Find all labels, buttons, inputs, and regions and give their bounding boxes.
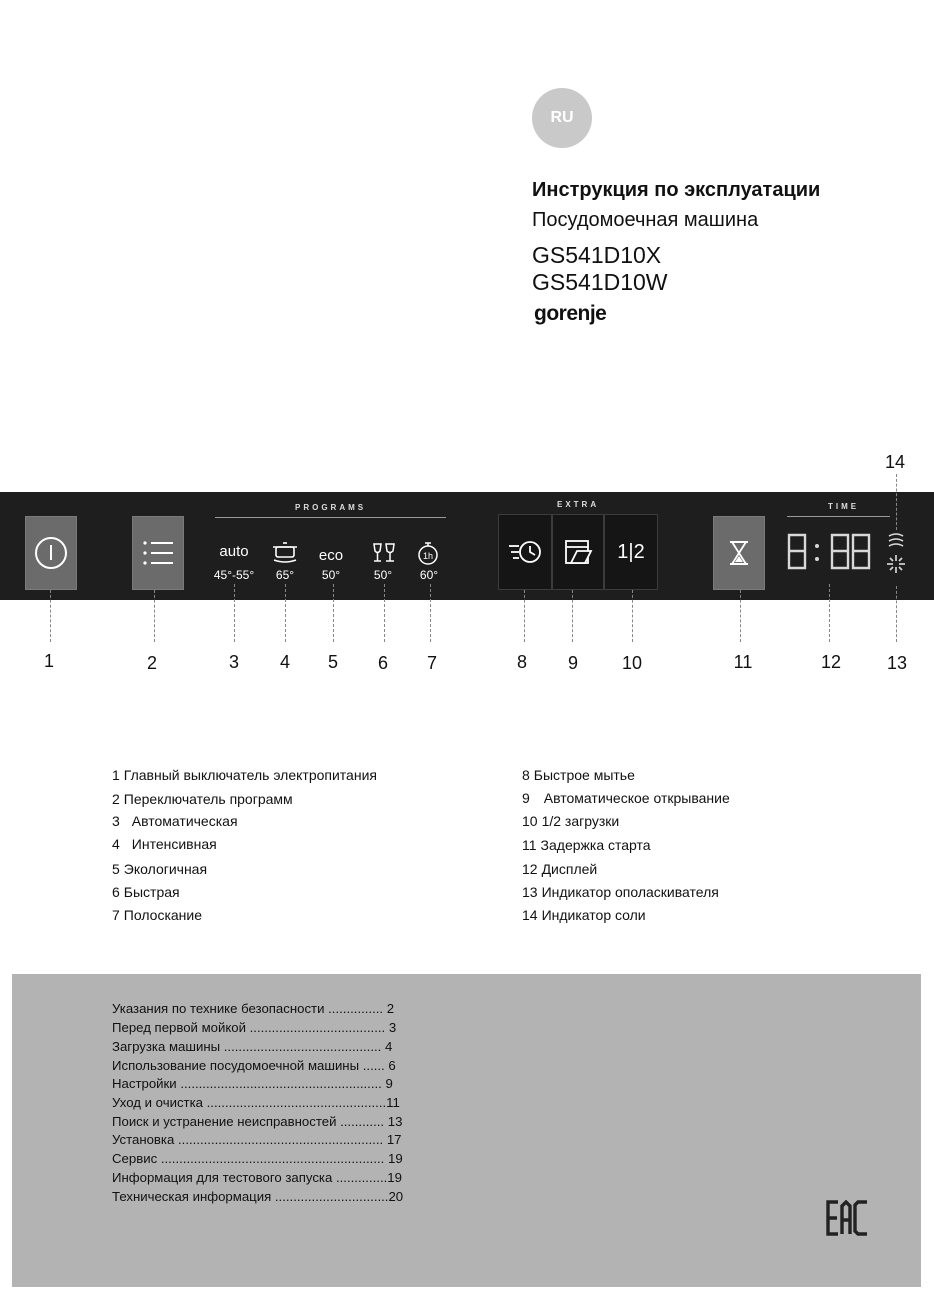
salt-icon <box>886 532 906 550</box>
callout-number: 9 <box>567 653 579 673</box>
legend-item: 13 Индикатор ополаскивателя <box>522 884 719 900</box>
toc-entry[interactable]: Установка ........................................................ 17 <box>112 1132 402 1147</box>
legend-item: 8 Быстрое мытье <box>522 767 635 783</box>
toc-entry[interactable]: Перед первой мойкой ..................................... 3 <box>112 1020 397 1035</box>
callout-number: 5 <box>327 652 339 672</box>
delay-start-button[interactable] <box>713 516 765 590</box>
half-load-button[interactable] <box>604 514 658 590</box>
callout-number: 12 <box>820 652 842 672</box>
programs-divider <box>215 517 446 518</box>
callout-line <box>285 584 286 642</box>
speed-wash-button[interactable] <box>498 514 552 590</box>
program-quick[interactable] <box>370 541 398 570</box>
model-number: GS541D10W <box>532 269 668 295</box>
legend-item: 3 Автоматическая <box>112 813 238 829</box>
toc-entry[interactable]: Загрузка машины ........................................... 4 <box>112 1039 393 1054</box>
program-selector-button[interactable] <box>132 516 184 590</box>
list-icon <box>141 538 175 568</box>
legend-item: 9 Автоматическое открывание <box>522 790 730 806</box>
callout-line <box>632 590 633 642</box>
callout-line <box>740 590 741 642</box>
language-badge: RU <box>532 88 592 148</box>
door-open-icon <box>563 538 593 566</box>
toc-entry[interactable]: Информация для тестового запуска ..............19 <box>112 1170 402 1185</box>
callout-number: 6 <box>377 653 389 673</box>
control-panel <box>0 492 934 600</box>
callout-number: 14 <box>884 452 906 472</box>
half-load-label: 1|2 <box>617 540 645 563</box>
legend-item: 10 1/2 загрузки <box>522 813 620 829</box>
model-number: GS541D10X <box>532 242 662 268</box>
document-subtitle: Посудомоечная машина <box>532 209 759 231</box>
program-rinse-temp: 60° <box>419 568 439 582</box>
callout-line <box>524 590 525 642</box>
toc-entry[interactable]: Указания по технике безопасности ............... 2 <box>112 1001 395 1016</box>
power-icon <box>34 536 68 570</box>
pot-icon <box>271 540 299 564</box>
callout-line <box>829 584 830 642</box>
programs-section-label: PROGRAMS <box>295 503 367 512</box>
legend-item: 11 Задержка старта <box>522 837 651 853</box>
legend-item: 4 Интенсивная <box>112 836 217 852</box>
callout-line <box>234 584 235 642</box>
callout-line <box>572 590 573 642</box>
legend-item: 12 Дисплей <box>522 861 598 877</box>
glasses-icon <box>371 541 397 565</box>
legend-item: 6 Быстрая <box>112 884 180 900</box>
program-rinse[interactable] <box>414 540 442 571</box>
toc-entry[interactable]: Поиск и устранение неисправностей ............ 13 <box>112 1114 403 1129</box>
program-auto-temp: 45°-55° <box>213 568 255 582</box>
callout-line <box>430 584 431 642</box>
toc-entry[interactable]: Использование посудомоечной машины ...... 6 <box>112 1058 396 1073</box>
toc-entry[interactable]: Техническая информация ...............................20 <box>112 1189 404 1204</box>
salt-indicator <box>886 532 906 555</box>
callout-number: 13 <box>886 653 908 673</box>
program-quick-temp: 50° <box>373 568 393 582</box>
rinse-aid-indicator <box>886 554 906 579</box>
callout-line <box>896 474 897 530</box>
document-title: Инструкция по эксплуатации <box>532 179 821 201</box>
eac-certification-mark <box>826 1200 870 1236</box>
extra-section-label: EXTRA <box>557 500 600 509</box>
callout-number: 3 <box>228 652 240 672</box>
time-section-label: TIME <box>828 502 860 511</box>
callout-number: 4 <box>279 652 291 672</box>
callout-number: 10 <box>621 653 643 673</box>
callout-line <box>896 586 897 642</box>
stopwatch-badge: 1h <box>422 551 434 561</box>
callout-number: 1 <box>43 651 55 671</box>
legend-item: 5 Экологичная <box>112 861 208 877</box>
callout-number: 7 <box>426 653 438 673</box>
auto-door-open-button[interactable] <box>552 514 604 590</box>
toc-entry[interactable]: Уход и очистка .................................................11 <box>112 1095 400 1110</box>
callout-line <box>50 590 51 642</box>
time-divider <box>787 516 890 517</box>
brand-logo: gorenje <box>534 302 607 325</box>
callout-line <box>333 584 334 642</box>
legend-item: 7 Полоскание <box>112 907 203 923</box>
program-eco-label[interactable]: eco <box>318 547 344 564</box>
power-button[interactable] <box>25 516 77 590</box>
callout-line <box>154 590 155 642</box>
toc-entry[interactable]: Настройки ....................................................... 9 <box>112 1076 393 1091</box>
stopwatch-icon <box>415 540 441 566</box>
digital-display <box>786 532 872 577</box>
speed-clock-icon <box>507 538 543 566</box>
callout-number: 8 <box>516 652 528 672</box>
program-intensive[interactable] <box>270 540 300 569</box>
program-eco-temp: 50° <box>321 568 341 582</box>
legend-item: 2 Переключатель программ <box>112 791 293 807</box>
legend-item: 1 Главный выключатель электропитания <box>112 767 377 783</box>
hourglass-icon <box>728 540 750 566</box>
rinse-aid-icon <box>886 554 906 574</box>
toc-entry[interactable]: Сервис ............................................................. 19 <box>112 1151 403 1166</box>
legend-item: 14 Индикатор соли <box>522 907 646 923</box>
callout-number: 11 <box>733 652 753 672</box>
callout-line <box>384 584 385 642</box>
callout-number: 2 <box>146 653 158 673</box>
program-auto-label[interactable]: auto <box>219 543 249 560</box>
program-intensive-temp: 65° <box>275 568 295 582</box>
